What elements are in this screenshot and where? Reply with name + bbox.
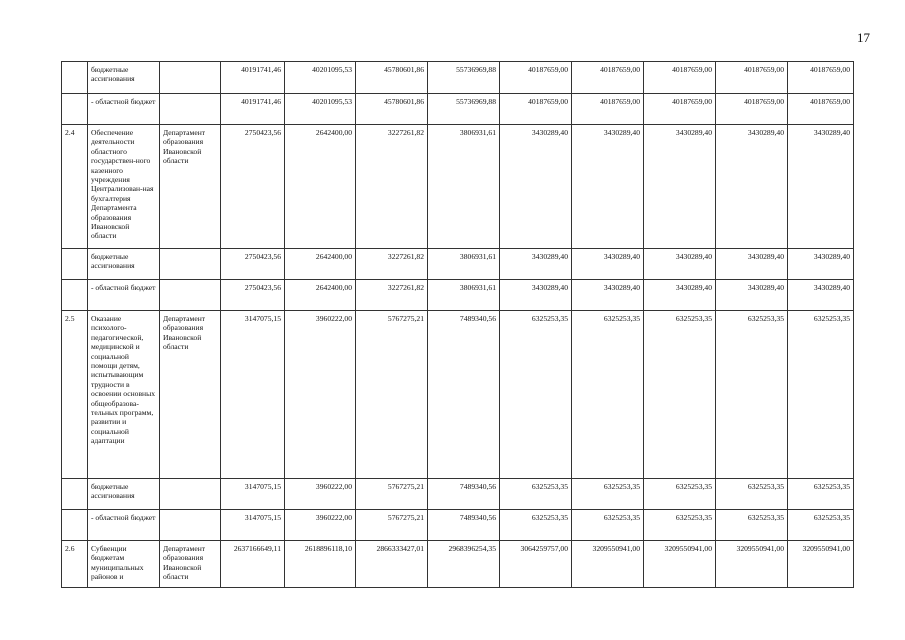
row-code-cell: 2.6 bbox=[62, 541, 88, 588]
amount-cell: 6325253,35 bbox=[572, 510, 644, 541]
amount-cell: 2968396254,35 bbox=[428, 541, 500, 588]
row-executor-cell: Департамент образования Ивановской области bbox=[160, 541, 221, 588]
amount-cell: 40187659,00 bbox=[716, 94, 788, 125]
amount-cell: 3430289,40 bbox=[644, 249, 716, 280]
amount-cell: 6325253,35 bbox=[500, 479, 572, 510]
amount-cell: 2866333427,01 bbox=[356, 541, 428, 588]
amount-cell: 55736969,88 bbox=[428, 94, 500, 125]
row-name-cell: - областной бюджет bbox=[88, 510, 160, 541]
table-row bbox=[62, 62, 854, 94]
row-code-cell: 2.5 bbox=[62, 311, 88, 479]
amount-cell: 40187659,00 bbox=[572, 94, 644, 125]
amount-cell: 3806931,61 bbox=[428, 125, 500, 249]
amount-cell: 3430289,40 bbox=[644, 280, 716, 311]
amount-cell: 40191741,46 bbox=[221, 62, 285, 94]
row-name-cell: Субвенции бюджетам муниципальных районов и bbox=[88, 541, 160, 588]
row-executor-cell: Департамент образования Ивановской области bbox=[160, 125, 221, 249]
amount-cell: 6325253,35 bbox=[716, 311, 788, 479]
row-executor-cell bbox=[160, 62, 221, 94]
row-code-cell bbox=[62, 249, 88, 280]
amount-cell: 7489340,56 bbox=[428, 510, 500, 541]
amount-cell: 3227261,82 bbox=[356, 280, 428, 311]
amount-cell: 3430289,40 bbox=[788, 280, 854, 311]
row-code-cell bbox=[62, 510, 88, 541]
table-row bbox=[62, 311, 854, 479]
row-name-cell: Оказание психолого-педагогической, медицинской и социальной помощи детям, испытывающим трудности в освоении основных общеобразова-тельных программ, развитии и социальной адаптации bbox=[88, 311, 160, 479]
row-name-cell: бюджетные ассигнования bbox=[88, 479, 160, 510]
table-row bbox=[62, 125, 854, 249]
amount-cell: 40187659,00 bbox=[644, 94, 716, 125]
row-name-cell: - областной бюджет bbox=[88, 94, 160, 125]
amount-cell: 2750423,56 bbox=[221, 249, 285, 280]
amount-cell: 55736969,88 bbox=[428, 62, 500, 94]
row-executor-cell bbox=[160, 479, 221, 510]
table-row bbox=[62, 94, 854, 125]
amount-cell: 2618896118,10 bbox=[285, 541, 356, 588]
table-row bbox=[62, 510, 854, 541]
amount-cell: 6325253,35 bbox=[788, 479, 854, 510]
page-number: 17 bbox=[857, 30, 870, 45]
row-code-cell bbox=[62, 479, 88, 510]
amount-cell: 40201095,53 bbox=[285, 94, 356, 125]
amount-cell: 3209550941,00 bbox=[716, 541, 788, 588]
amount-cell: 40187659,00 bbox=[788, 94, 854, 125]
amount-cell: 6325253,35 bbox=[500, 510, 572, 541]
amount-cell: 2637166649,11 bbox=[221, 541, 285, 588]
row-code-cell: 2.4 bbox=[62, 125, 88, 249]
amount-cell: 3209550941,00 bbox=[644, 541, 716, 588]
amount-cell: 3227261,82 bbox=[356, 249, 428, 280]
row-code-cell bbox=[62, 94, 88, 125]
amount-cell: 5767275,21 bbox=[356, 311, 428, 479]
amount-cell: 7489340,56 bbox=[428, 479, 500, 510]
amount-cell: 2750423,56 bbox=[221, 125, 285, 249]
row-executor-cell bbox=[160, 280, 221, 311]
amount-cell: 2642400,00 bbox=[285, 125, 356, 249]
amount-cell: 3430289,40 bbox=[716, 280, 788, 311]
amount-cell: 6325253,35 bbox=[644, 479, 716, 510]
row-executor-cell: Департамент образования Ивановской области bbox=[160, 311, 221, 479]
amount-cell: 3147075,15 bbox=[221, 510, 285, 541]
amount-cell: 6325253,35 bbox=[716, 510, 788, 541]
row-name-cell: бюджетные ассигнования bbox=[88, 249, 160, 280]
amount-cell: 3960222,00 bbox=[285, 311, 356, 479]
table-row bbox=[62, 479, 854, 510]
row-code-cell bbox=[62, 280, 88, 311]
amount-cell: 40187659,00 bbox=[716, 62, 788, 94]
table-row bbox=[62, 541, 854, 588]
amount-cell: 40187659,00 bbox=[644, 62, 716, 94]
amount-cell: 3430289,40 bbox=[500, 125, 572, 249]
row-code-cell bbox=[62, 62, 88, 94]
amount-cell: 40187659,00 bbox=[500, 62, 572, 94]
amount-cell: 6325253,35 bbox=[572, 311, 644, 479]
amount-cell: 6325253,35 bbox=[500, 311, 572, 479]
amount-cell: 3430289,40 bbox=[716, 125, 788, 249]
amount-cell: 6325253,35 bbox=[644, 311, 716, 479]
amount-cell: 40201095,53 bbox=[285, 62, 356, 94]
amount-cell: 40187659,00 bbox=[788, 62, 854, 94]
amount-cell: 2642400,00 bbox=[285, 249, 356, 280]
table-row bbox=[62, 249, 854, 280]
amount-cell: 40191741,46 bbox=[221, 94, 285, 125]
amount-cell: 3806931,61 bbox=[428, 249, 500, 280]
amount-cell: 45780601,86 bbox=[356, 94, 428, 125]
amount-cell: 5767275,21 bbox=[356, 479, 428, 510]
amount-cell: 6325253,35 bbox=[572, 479, 644, 510]
amount-cell: 3209550941,00 bbox=[788, 541, 854, 588]
amount-cell: 3430289,40 bbox=[788, 125, 854, 249]
amount-cell: 3960222,00 bbox=[285, 510, 356, 541]
amount-cell: 3147075,15 bbox=[221, 311, 285, 479]
row-name-cell: бюджетные ассигнования bbox=[88, 62, 160, 94]
amount-cell: 6325253,35 bbox=[644, 510, 716, 541]
amount-cell: 3430289,40 bbox=[788, 249, 854, 280]
amount-cell: 3430289,40 bbox=[500, 249, 572, 280]
amount-cell: 45780601,86 bbox=[356, 62, 428, 94]
amount-cell: 3147075,15 bbox=[221, 479, 285, 510]
row-executor-cell bbox=[160, 94, 221, 125]
amount-cell: 2642400,00 bbox=[285, 280, 356, 311]
budget-table bbox=[61, 61, 854, 588]
row-name-cell: - областной бюджет bbox=[88, 280, 160, 311]
amount-cell: 3430289,40 bbox=[500, 280, 572, 311]
amount-cell: 3430289,40 bbox=[716, 249, 788, 280]
amount-cell: 3064259757,00 bbox=[500, 541, 572, 588]
amount-cell: 3430289,40 bbox=[572, 249, 644, 280]
amount-cell: 7489340,56 bbox=[428, 311, 500, 479]
amount-cell: 3227261,82 bbox=[356, 125, 428, 249]
table-row bbox=[62, 280, 854, 311]
amount-cell: 3430289,40 bbox=[572, 280, 644, 311]
amount-cell: 3960222,00 bbox=[285, 479, 356, 510]
row-name-cell: Обеспечение деятельности областного государствен-ного казенного учреждения Централизован-ная бухгалтерия Департамента образования Ивановской области bbox=[88, 125, 160, 249]
amount-cell: 3806931,61 bbox=[428, 280, 500, 311]
amount-cell: 6325253,35 bbox=[788, 311, 854, 479]
amount-cell: 6325253,35 bbox=[716, 479, 788, 510]
amount-cell: 3430289,40 bbox=[644, 125, 716, 249]
amount-cell: 3209550941,00 bbox=[572, 541, 644, 588]
amount-cell: 3430289,40 bbox=[572, 125, 644, 249]
row-executor-cell bbox=[160, 249, 221, 280]
row-executor-cell bbox=[160, 510, 221, 541]
amount-cell: 5767275,21 bbox=[356, 510, 428, 541]
amount-cell: 6325253,35 bbox=[788, 510, 854, 541]
amount-cell: 40187659,00 bbox=[500, 94, 572, 125]
amount-cell: 2750423,56 bbox=[221, 280, 285, 311]
amount-cell: 40187659,00 bbox=[572, 62, 644, 94]
